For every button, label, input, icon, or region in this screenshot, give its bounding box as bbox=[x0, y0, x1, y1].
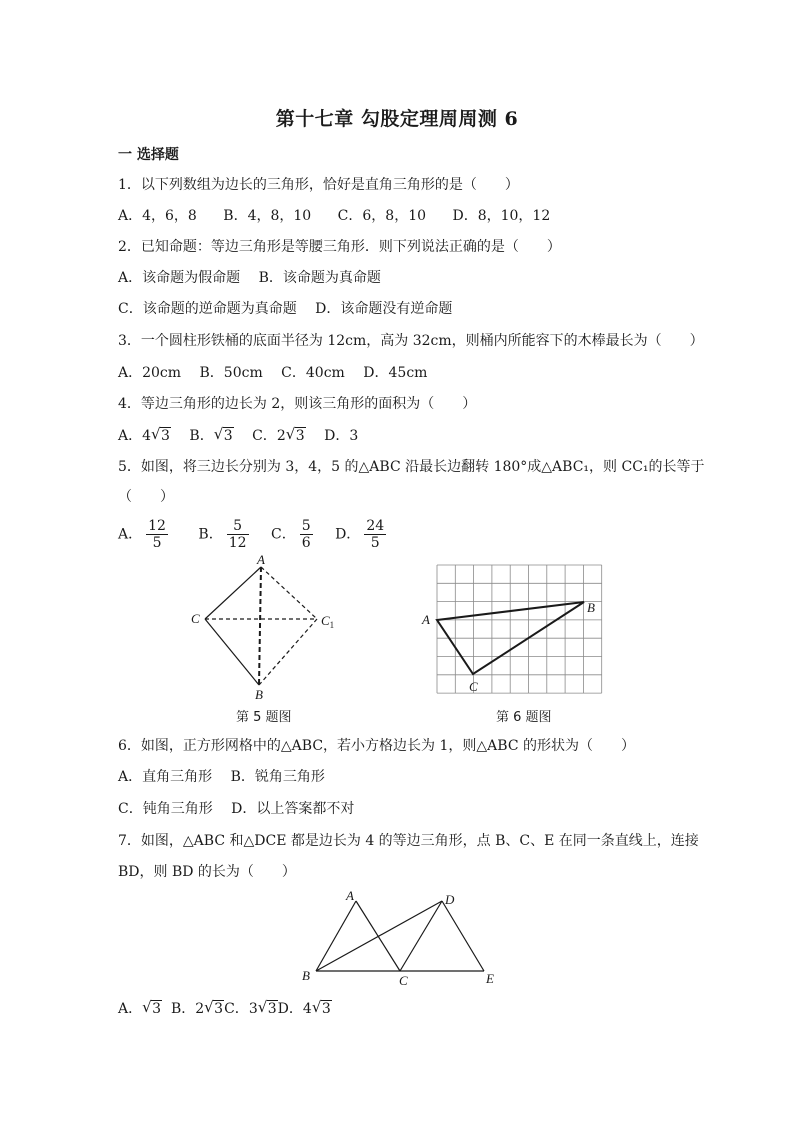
question-2-stem: 2．已知命题：等边三角形是等腰三角形．则下列说法正确的是（ ） bbox=[118, 239, 561, 255]
fig5-label-a: A bbox=[257, 552, 265, 567]
question-7-stem: 7．如图，△ABC 和△DCE 都是边长为 4 的等边三角形，点 B、C、E 在同一条直线上，连接 bbox=[118, 833, 699, 849]
q5-option-c-label: C． bbox=[270, 526, 296, 543]
q2-option-b[interactable]: B．该命题为真命题 bbox=[258, 270, 381, 286]
fig5-label-c: C bbox=[191, 611, 200, 626]
q5-option-d[interactable] bbox=[335, 518, 390, 551]
q4-option-d[interactable] bbox=[324, 427, 358, 445]
sqrt-sign-icon: √ 3 bbox=[213, 425, 233, 444]
q4-option-b-label: B． bbox=[189, 428, 214, 444]
q4-option-d-label: D． bbox=[324, 428, 350, 444]
q5-option-a-num: 12 bbox=[148, 518, 166, 534]
q5-option-b[interactable] bbox=[198, 518, 252, 551]
figure-5-diagram bbox=[185, 552, 345, 702]
question-3-options bbox=[118, 364, 441, 382]
figure-6-caption: 第 6 题图 bbox=[496, 710, 552, 725]
q4-option-a-coef: 4 bbox=[142, 428, 152, 444]
question-5-stem-cont: （ ） bbox=[118, 489, 174, 505]
fig7-label-d: D bbox=[445, 892, 455, 907]
q4-option-c-radicand: 3 bbox=[295, 428, 305, 444]
q3-option-a[interactable]: A．20cm bbox=[118, 365, 182, 381]
q5-option-b-label: B． bbox=[198, 526, 223, 543]
sqrt-sign-icon: √ 3 bbox=[142, 998, 162, 1017]
q3-option-d[interactable]: D．45cm bbox=[363, 365, 428, 381]
question-4-stem: 4．等边三角形的边长为 2，则该三角形的面积为（ ） bbox=[118, 396, 477, 412]
fig6-label-a: A bbox=[422, 612, 430, 627]
q5-option-d-label: D． bbox=[335, 526, 361, 543]
q5-option-d-num: 24 bbox=[366, 518, 385, 534]
q4-option-b[interactable] bbox=[189, 427, 233, 445]
q4-option-c-coef: 2 bbox=[276, 428, 286, 444]
fig7-segment-bd bbox=[316, 901, 442, 971]
q4-option-a-label: A． bbox=[118, 428, 143, 444]
sqrt-sign-icon: √ 3 bbox=[285, 425, 305, 444]
q4-option-a-radicand: 3 bbox=[161, 428, 170, 444]
question-1-stem: 1．以下列数组为边长的三角形，恰好是直角三角形的是（ ） bbox=[118, 177, 519, 193]
q5-option-c-den: 6 bbox=[301, 535, 311, 551]
fraction bbox=[364, 518, 386, 551]
q3-option-c[interactable]: C．40cm bbox=[281, 365, 345, 381]
q6-option-c[interactable]: C．钝角三角形 bbox=[118, 801, 213, 817]
figure-5-caption: 第 5 题图 bbox=[236, 710, 292, 725]
q4-option-c-label: C． bbox=[252, 428, 277, 444]
question-6-stem: 6．如图，正方形网格中的△ABC，若小方格边长为 1，则△ABC 的形状为（ ） bbox=[118, 738, 635, 754]
figure-6-diagram bbox=[420, 560, 610, 700]
question-1-options bbox=[118, 207, 572, 225]
question-5-options bbox=[118, 518, 404, 551]
fig6-label-c: C bbox=[469, 679, 478, 694]
q1-option-a[interactable]: A．4，6，8 bbox=[118, 208, 197, 224]
q5-option-a[interactable] bbox=[118, 518, 172, 551]
q2-option-c[interactable]: C．该命题的逆命题为真命题 bbox=[118, 301, 297, 317]
sqrt-sign-icon: √ 3 bbox=[151, 425, 170, 444]
fraction bbox=[146, 518, 168, 551]
sqrt-sign-icon: √ 3 bbox=[204, 998, 224, 1017]
q7-option-a[interactable] bbox=[118, 998, 162, 1017]
fraction bbox=[300, 518, 313, 551]
q4-option-c[interactable] bbox=[252, 427, 306, 445]
question-4-options bbox=[118, 427, 372, 445]
q7-option-c-radicand: 3 bbox=[267, 1001, 277, 1017]
q5-option-d-den: 5 bbox=[370, 535, 380, 551]
q7-option-b-coef: 2 bbox=[195, 1001, 205, 1017]
figure-7-diagram bbox=[296, 886, 506, 988]
q6-option-b[interactable]: B．锐角三角形 bbox=[230, 769, 325, 785]
fig5-label-b: B bbox=[255, 687, 263, 702]
q7-option-c-coef: 3 bbox=[248, 1001, 258, 1017]
q5-option-b-num: 5 bbox=[227, 518, 249, 535]
fig7-label-b: B bbox=[302, 968, 310, 983]
q4-option-a[interactable] bbox=[118, 427, 171, 445]
q7-option-d-coef: 4 bbox=[302, 1001, 312, 1017]
q1-option-c[interactable]: C．6，8，10 bbox=[337, 208, 427, 224]
q6-option-d[interactable]: D．以上答案都不对 bbox=[231, 801, 355, 817]
q5-option-a-label: A． bbox=[118, 526, 143, 543]
q7-option-c-label: C． bbox=[224, 1001, 249, 1017]
q1-option-d[interactable]: D．8，10，12 bbox=[452, 208, 551, 224]
fig5-edge-ac bbox=[205, 567, 261, 619]
q7-option-b[interactable] bbox=[170, 998, 224, 1017]
q4-option-b-radicand: 3 bbox=[223, 428, 233, 444]
q7-option-d[interactable] bbox=[277, 998, 332, 1017]
q6-option-a[interactable]: A．直角三角形 bbox=[118, 769, 213, 785]
q2-option-a[interactable]: A．该命题为假命题 bbox=[118, 270, 241, 286]
q5-option-c-num: 5 bbox=[301, 518, 311, 534]
q2-option-d[interactable]: D．该命题没有逆命题 bbox=[315, 301, 453, 317]
fig5-edge-ac1 bbox=[261, 567, 317, 619]
sqrt-sign-icon: √ 3 bbox=[257, 998, 277, 1017]
q5-option-b-den: 12 bbox=[228, 535, 247, 551]
question-6-options-row2 bbox=[118, 800, 368, 818]
q1-option-b[interactable]: B．4，8，10 bbox=[223, 208, 312, 224]
q7-option-d-label: D． bbox=[277, 1001, 303, 1017]
fig6-label-b: B bbox=[587, 600, 595, 615]
q3-option-b[interactable]: B．50cm bbox=[199, 365, 263, 381]
fig7-edge-de bbox=[442, 901, 484, 971]
fig6-grid bbox=[437, 565, 602, 693]
question-7-stem-cont: BD，则 BD 的长为（ ） bbox=[118, 864, 296, 880]
q7-option-b-radicand: 3 bbox=[214, 1001, 224, 1017]
question-2-options-row1 bbox=[118, 269, 395, 287]
fig7-edge-cd bbox=[400, 901, 442, 971]
q7-option-d-radicand: 3 bbox=[321, 1001, 331, 1017]
fraction bbox=[227, 518, 249, 551]
q7-option-a-radicand: 3 bbox=[152, 1001, 162, 1017]
question-6-options-row1 bbox=[118, 768, 339, 786]
q7-option-c[interactable] bbox=[224, 998, 278, 1017]
fig5-edge-cb bbox=[205, 619, 259, 685]
q5-option-a-den: 5 bbox=[152, 535, 162, 551]
fig5-edge-ab bbox=[259, 567, 261, 685]
section-heading: 一 选择题 bbox=[118, 147, 179, 163]
question-2-options-row2 bbox=[118, 300, 466, 318]
q4-option-d-text: 3 bbox=[349, 428, 359, 444]
fig5-label-c1: $C_1$ bbox=[321, 613, 335, 630]
fig5-edge-c1b bbox=[259, 619, 317, 685]
sqrt-sign-icon: √ 3 bbox=[311, 998, 331, 1017]
q7-option-b-label: B． bbox=[170, 1001, 196, 1017]
q5-option-c[interactable] bbox=[271, 518, 317, 551]
question-5-stem: 5．如图，将三边长分别为 3，4，5 的△ABC 沿最长边翻转 180°成△ABC₁，则 CC₁的长等于 bbox=[118, 459, 705, 475]
page-title: 第十七章 勾股定理周周测 6 bbox=[275, 108, 519, 130]
q7-option-a-label: A． bbox=[118, 1001, 143, 1017]
fig7-label-c: C bbox=[399, 973, 408, 988]
fig7-label-e: E bbox=[486, 971, 494, 986]
question-3-stem: 3．一个圆柱形铁桶的底面半径为 12cm，高为 32cm，则桶内所能容下的木棒最长为（ ） bbox=[118, 333, 704, 349]
question-7-options bbox=[118, 1000, 332, 1018]
fig7-label-a: A bbox=[346, 888, 354, 903]
